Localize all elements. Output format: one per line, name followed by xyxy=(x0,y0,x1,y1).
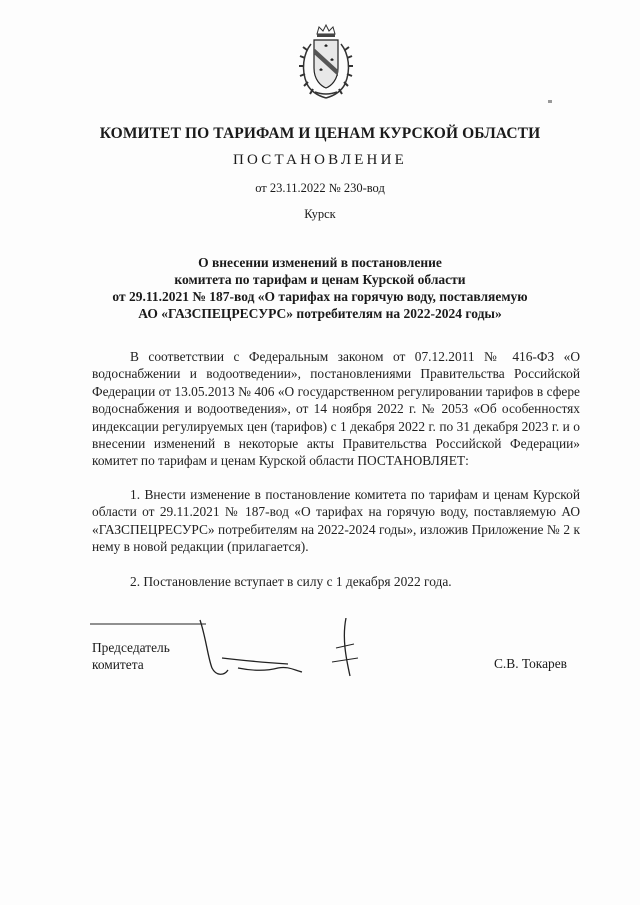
title-line-1: О внесении изменений в постановление xyxy=(198,255,442,270)
item-1-paragraph: 1. Внести изменение в постановление комитета по тарифам и ценам Курской области от 29.11.2021 № 187-вод «О тарифах на горячую воду, поставляемую АО «ГАЗСПЕЦРЕСУРС» потребителям на 2022-2024 годы», изложив Приложение № 2 к нему в новой редакции (прилагается). xyxy=(92,487,580,555)
coat-of-arms-icon xyxy=(297,24,355,100)
document-date-number: от 23.11.2022 № 230-вод xyxy=(255,181,385,195)
title-line-2: комитета по тарифам и ценам Курской области xyxy=(174,272,466,287)
document-city: Курск xyxy=(304,207,336,221)
signatory-name: С.В. Токарев xyxy=(494,656,567,671)
preamble-paragraph: В соответствии с Федеральным законом от 07.12.2011 № 416-ФЗ «О водоснабжении и водоотведении», постановлениями Правительства Российской Федерации от 13.05.2013 № 406 «О государственном регулировании тарифов в сфере водоснабжения и водоотведения», от 14 ноября 2022 г. № 2053 «Об особенностях индексации регулируемых цен (тарифов) с 1 декабря 2022 г. по 31 декабря 2023 г. и о внесении изменений в некоторые акты Правительства Российской Федерации» комитет по тарифам и ценам Курской области ПОСТАНОВЛЯЕТ: xyxy=(92,349,580,469)
scan-artifact xyxy=(548,100,552,103)
title-line-4: АО «ГАЗСПЕЦРЕСУРС» потребителям на 2022-2024 годы» xyxy=(138,306,502,321)
item-2-paragraph: 2. Постановление вступает в силу с 1 декабря 2022 года. xyxy=(130,574,452,589)
committee-name: КОМИТЕТ ПО ТАРИФАМ И ЦЕНАМ КУРСКОЙ ОБЛАСТИ xyxy=(99,125,541,142)
title-line-3: от 29.11.2021 № 187-вод «О тарифах на горячую воду, поставляемую xyxy=(112,289,528,304)
signatory-position-line-2: комитета xyxy=(92,657,144,672)
signatory-position-line-1: Председатель xyxy=(92,640,170,655)
document-type: ПОСТАНОВЛЕНИЕ xyxy=(233,152,407,168)
